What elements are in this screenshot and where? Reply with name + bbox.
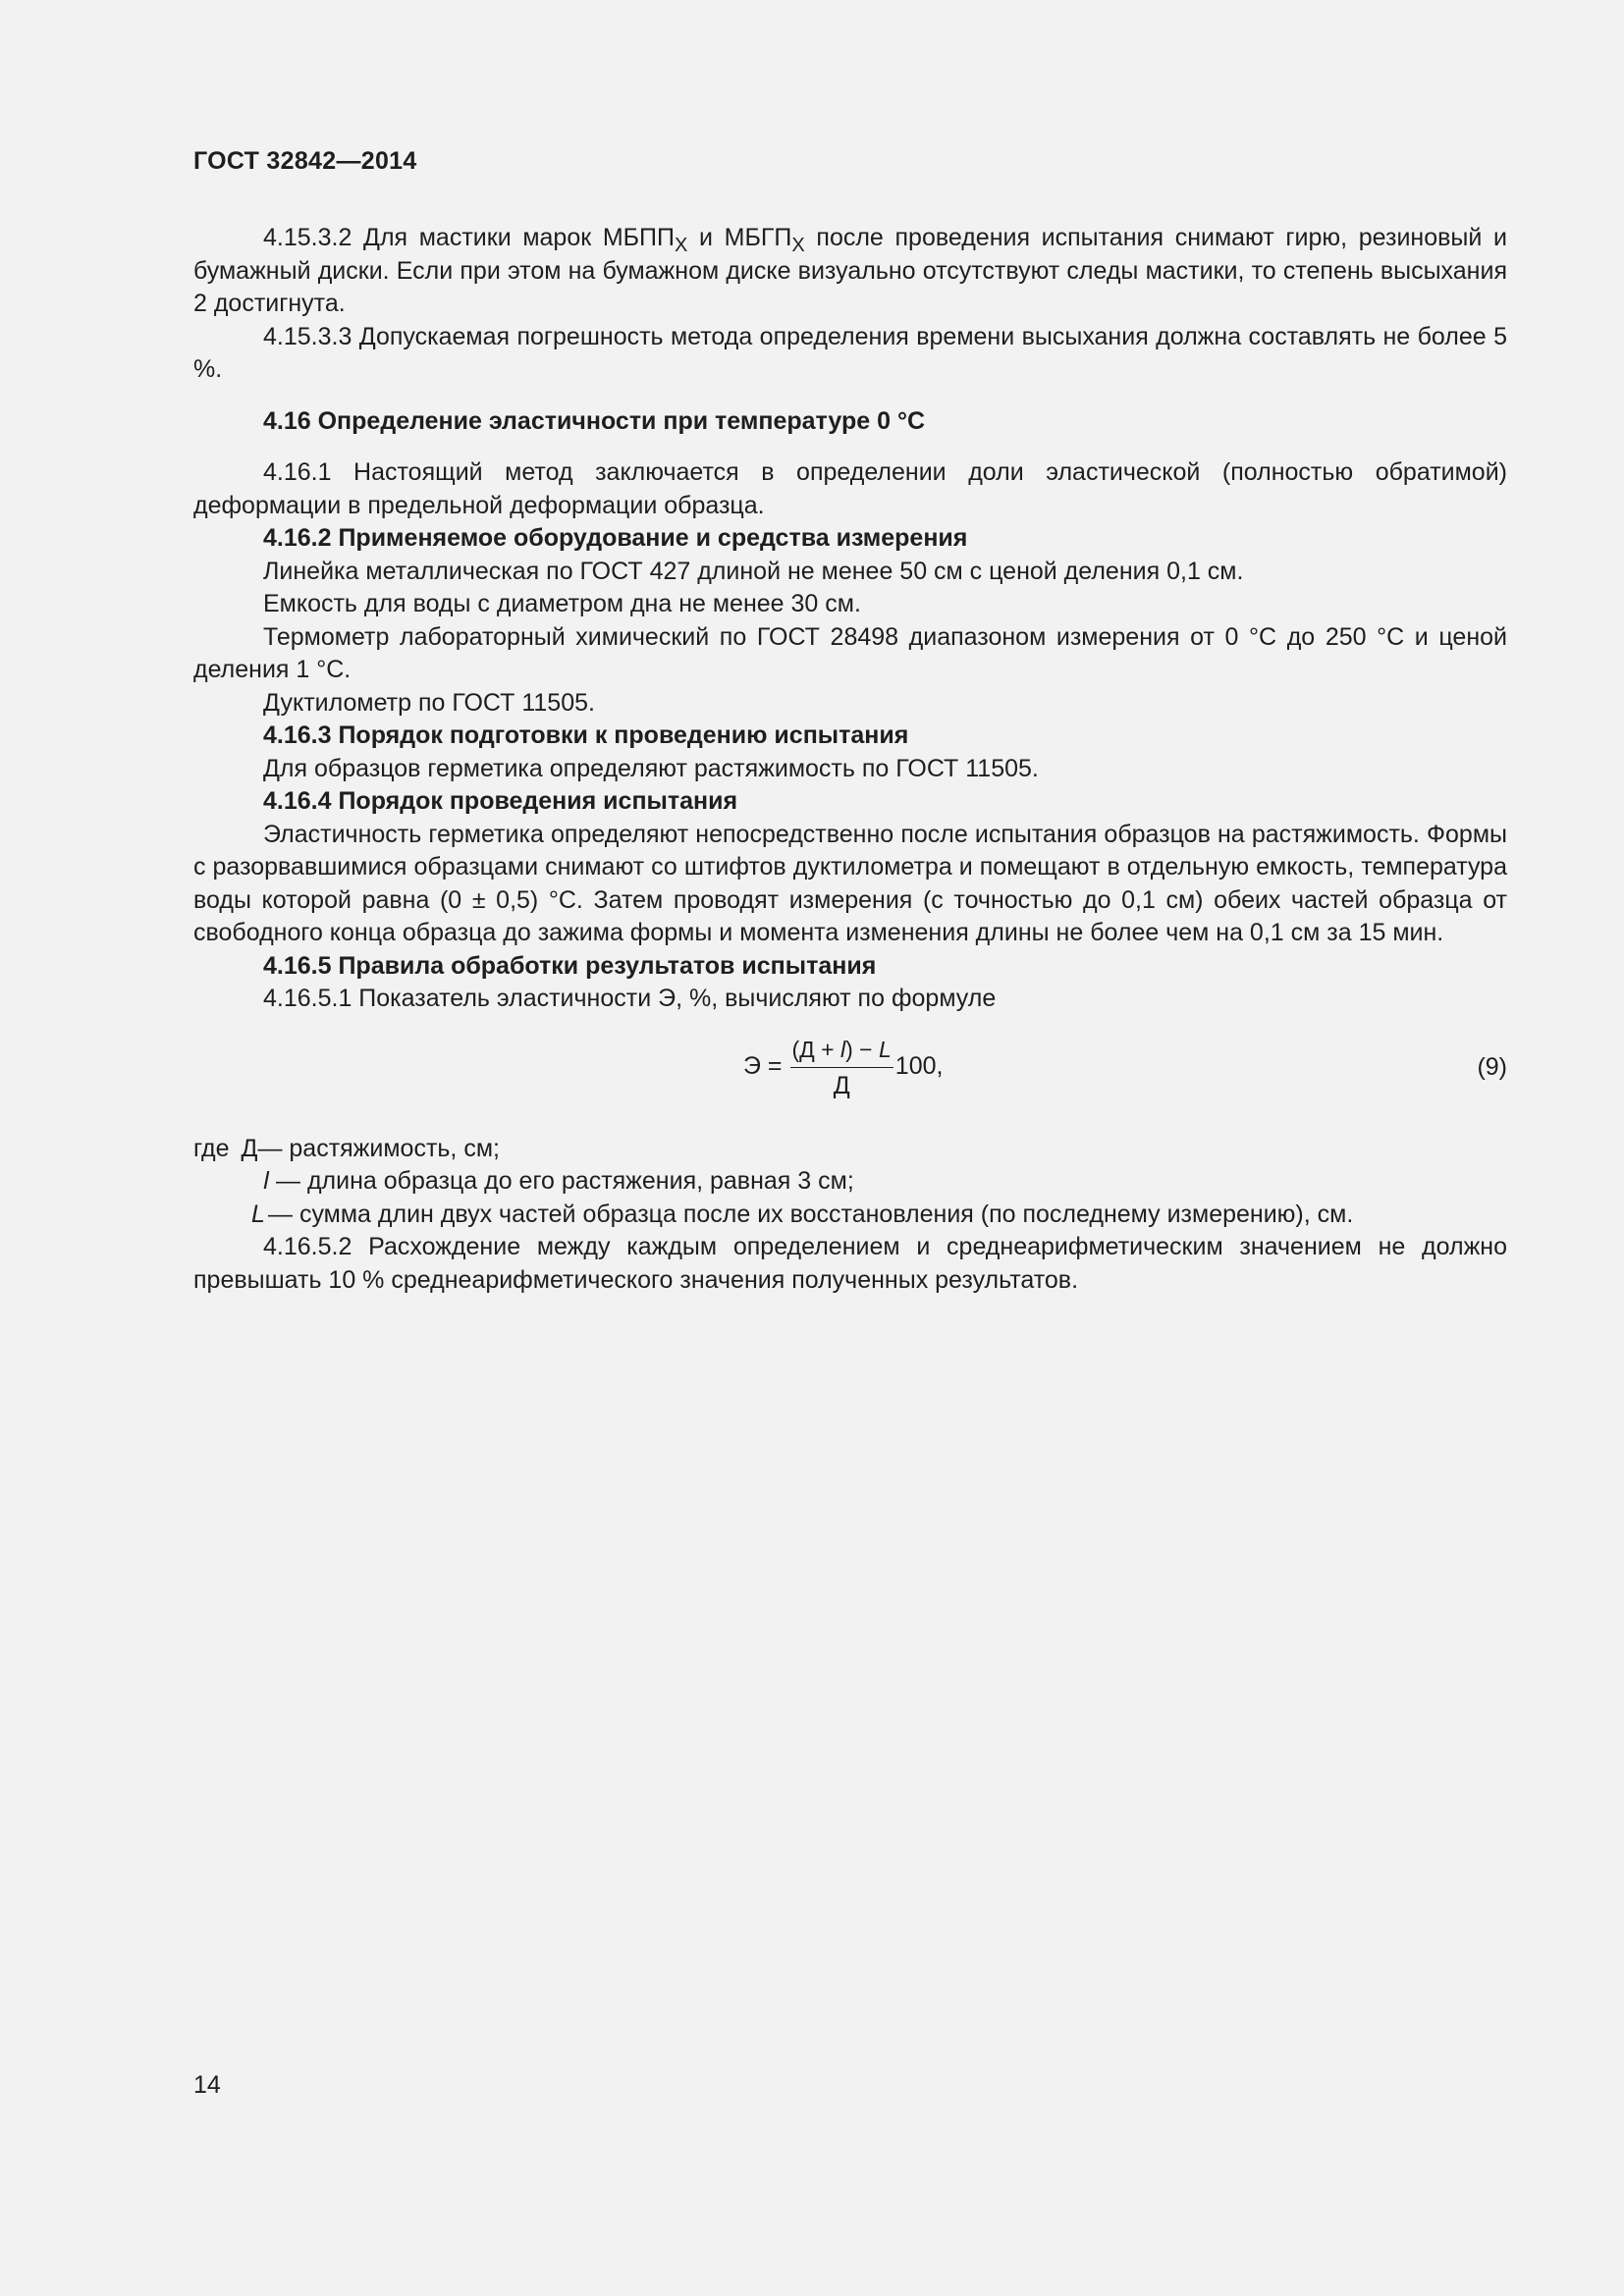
formula-variable-L: L (879, 1036, 892, 1062)
formula-legend (193, 1133, 1507, 1232)
formula-fraction (790, 1035, 893, 1100)
legend-symbol: L (251, 1200, 265, 1228)
legend-row (193, 1199, 1507, 1232)
legend-lead: где (193, 1134, 230, 1162)
formula-numerator (790, 1035, 893, 1067)
legend-description: — растяжимость, см; (257, 1134, 500, 1162)
subsection-heading-4-16-4: 4.16.4 Порядок проведения испытания (263, 787, 738, 815)
paragraph-4-15-3-2 (193, 222, 1507, 321)
legend-description: — длина образца до его растяжения, равная 3 см; (276, 1167, 854, 1195)
subscript: Х (675, 235, 688, 256)
formula-expression (743, 1035, 943, 1100)
subscript: Х (791, 235, 805, 256)
legend-indent (193, 1199, 248, 1232)
section-heading-4-16: 4.16 Определение эластичности при температуре 0 °С (263, 406, 926, 435)
paragraph-4-16-3: Для образцов герметика определяют растяжимость по ГОСТ 11505. (263, 754, 1039, 782)
legend-row (193, 1133, 1507, 1166)
formula-lhs: Э = (743, 1052, 783, 1081)
formula-9 (193, 1029, 1507, 1127)
legend-symbol: Д (241, 1134, 258, 1162)
paragraph-text: 4.15.3.2 Для мастики марок МБПП (263, 224, 675, 251)
paragraph-4-15-3-3: 4.15.3.3 Допускаемая погрешность метода определения времени высыхания должна составлять не более 5 %. (193, 322, 1507, 383)
page-number: 14 (193, 2071, 221, 2099)
legend-symbol: l (263, 1167, 269, 1195)
equipment-item: Емкость для воды с диаметром дна не менее 30 см. (263, 590, 861, 617)
equipment-item: Линейка металлическая по ГОСТ 427 длиной не менее 50 см с ценой деления 0,1 см. (263, 557, 1244, 585)
paragraph-4-16-5-2: 4.16.5.2 Расхождение между каждым определением и среднеарифметическим значением не должно превышать 10 % среднеарифметического значения полученных результатов. (193, 1233, 1507, 1294)
formula-variable-l: l (839, 1036, 846, 1062)
paragraph-text: после проведения испытания снимают гирю, резиновый и бумажный диски. Если при этом на бумажном диске визуально отсутствуют следы мастики, то степень высыхания 2 достигнута. (193, 224, 1507, 317)
subsection-heading-4-16-3: 4.16.3 Порядок подготовки к проведению испытания (263, 721, 909, 749)
formula-term: (Д (791, 1036, 815, 1062)
legend-description: — сумма длин двух частей образца после их восстановления (по последнему измерению), см. (268, 1200, 1354, 1228)
legend-row (193, 1165, 1507, 1199)
document-header: ГОСТ 32842—2014 (193, 147, 417, 175)
formula-number: (9) (1477, 1052, 1507, 1081)
formula-operator: + (814, 1036, 840, 1062)
paragraph-4-16-5-1: 4.16.5.1 Показатель эластичности Э, %, вычисляют по формуле (263, 985, 997, 1012)
formula-operator: − (852, 1036, 879, 1062)
document-body (193, 222, 1507, 1297)
formula-factor: 100, (894, 1052, 944, 1081)
equipment-item: Термометр лабораторный химический по ГОСТ 28498 диапазоном измерения от 0 °С до 250 °С и ценой деления 1 °С. (193, 622, 1507, 683)
equipment-item: Дуктилометр по ГОСТ 11505. (263, 688, 595, 717)
subsection-heading-4-16-2: 4.16.2 Применяемое оборудование и средства измерения (263, 524, 968, 552)
paragraph-4-16-1: 4.16.1 Настоящий метод заключается в определении доли эластической (полностью обратимой) деформации в предельной деформации образца. (193, 458, 1507, 519)
paragraph-4-16-4: Эластичность герметика определяют непосредственно после испытания образцов на растяжимость. Формы с разорвавшимися образцами снимают со штифтов дуктилометра и помещают в отдельную емкость, температура воды которой равна (0 ± 0,5) °С. Затем проводят измерения (с точностью до 0,1 см) обеих частей образца от свободного конца образца до зажима формы и момента изменения длины не более чем на 0,1 см за 15 мин. (193, 820, 1507, 946)
subsection-heading-4-16-5: 4.16.5 Правила обработки результатов испытания (263, 951, 877, 980)
formula-denominator: Д (790, 1067, 893, 1100)
formula-term: ) (845, 1036, 853, 1062)
paragraph-text: и МБГП (687, 224, 792, 251)
legend-indent (193, 1165, 256, 1199)
